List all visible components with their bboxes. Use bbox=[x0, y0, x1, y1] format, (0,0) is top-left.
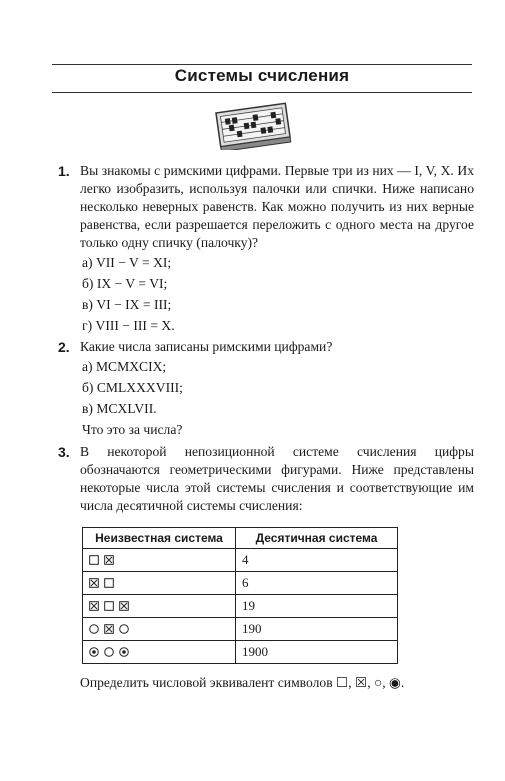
list-item: б) IX − V = VI; bbox=[82, 276, 168, 291]
numeral-table bbox=[82, 527, 398, 664]
problem-number: 2. bbox=[58, 339, 70, 355]
problem-3 bbox=[58, 443, 474, 515]
table-header-row bbox=[83, 528, 398, 549]
problem-number: 1. bbox=[58, 163, 70, 179]
abacus-icon bbox=[214, 100, 292, 150]
dotted-circle-icon bbox=[119, 647, 129, 657]
decimal-value-cell: 4 bbox=[236, 549, 398, 572]
circle-icon bbox=[119, 624, 129, 634]
table-header: Десятичная система bbox=[236, 528, 398, 549]
boxed-x-icon bbox=[89, 601, 99, 611]
decimal-value-cell: 6 bbox=[236, 572, 398, 595]
square-icon bbox=[89, 555, 99, 565]
table-row bbox=[83, 618, 398, 641]
problem-text: Вы знакомы с римскими цифрами. Первые три из них — I, V, X. Их легко изобразить, используя палочки или спички. Ниже написано несколько неверных равенств. Как можно получить из них верные равенства, если разрешается переложить с одного места на другое только одну спичку (палочку)? bbox=[80, 163, 474, 250]
list-item: б) CMLXXXVIII; bbox=[82, 380, 183, 395]
boxed-x-icon bbox=[104, 624, 114, 634]
top-rule bbox=[52, 64, 472, 65]
decimal-value-cell: 190 bbox=[236, 618, 398, 641]
problems-content bbox=[58, 162, 474, 706]
table-row bbox=[83, 595, 398, 618]
dotted-circle-icon bbox=[89, 647, 99, 657]
table-header: Неизвестная система bbox=[83, 528, 236, 549]
unknown-system-cell bbox=[83, 549, 236, 572]
circle-icon bbox=[104, 647, 114, 657]
circle-icon bbox=[89, 624, 99, 634]
problem-2 bbox=[58, 338, 474, 441]
list-item: а) MCMXCIX; bbox=[82, 359, 167, 374]
decimal-value-cell: 19 bbox=[236, 595, 398, 618]
list-item: в) VI − IX = III; bbox=[82, 297, 172, 312]
page-title: Системы счисления bbox=[174, 66, 350, 85]
problem-text: Какие числа записаны римскими цифрами? bbox=[80, 339, 333, 354]
square-icon bbox=[104, 578, 114, 588]
table-row bbox=[83, 641, 398, 664]
boxed-x-icon bbox=[119, 601, 129, 611]
list-item: а) VII − V = XI; bbox=[82, 255, 172, 270]
unknown-system-cell bbox=[83, 595, 236, 618]
square-icon bbox=[104, 601, 114, 611]
unknown-system-cell bbox=[83, 641, 236, 664]
decimal-value-cell: 1900 bbox=[236, 641, 398, 664]
table-row bbox=[83, 572, 398, 595]
bottom-rule bbox=[52, 92, 472, 93]
unknown-system-cell bbox=[83, 618, 236, 641]
problem-number: 3. bbox=[58, 444, 70, 460]
final-question: Определить числовой эквивалент символов ☐, ☒, ○, ◉. bbox=[80, 675, 405, 690]
unknown-system-cell bbox=[83, 572, 236, 595]
problem-question: Что это за числа? bbox=[82, 422, 183, 437]
list-item: г) VIII − III = X. bbox=[82, 318, 175, 333]
table-body bbox=[83, 549, 398, 664]
boxed-x-icon bbox=[104, 555, 114, 565]
problem-text: В некоторой непозиционной системе счисления цифры обозначаются геометрическими фигурами. Ниже представлены некоторые числа этой системы счисления и соответствующие им числа десятичной системы счисления: bbox=[80, 444, 474, 513]
problem-1 bbox=[58, 162, 474, 336]
list-item: в) MCXLVII. bbox=[82, 401, 157, 416]
table-row bbox=[83, 549, 398, 572]
boxed-x-icon bbox=[89, 578, 99, 588]
